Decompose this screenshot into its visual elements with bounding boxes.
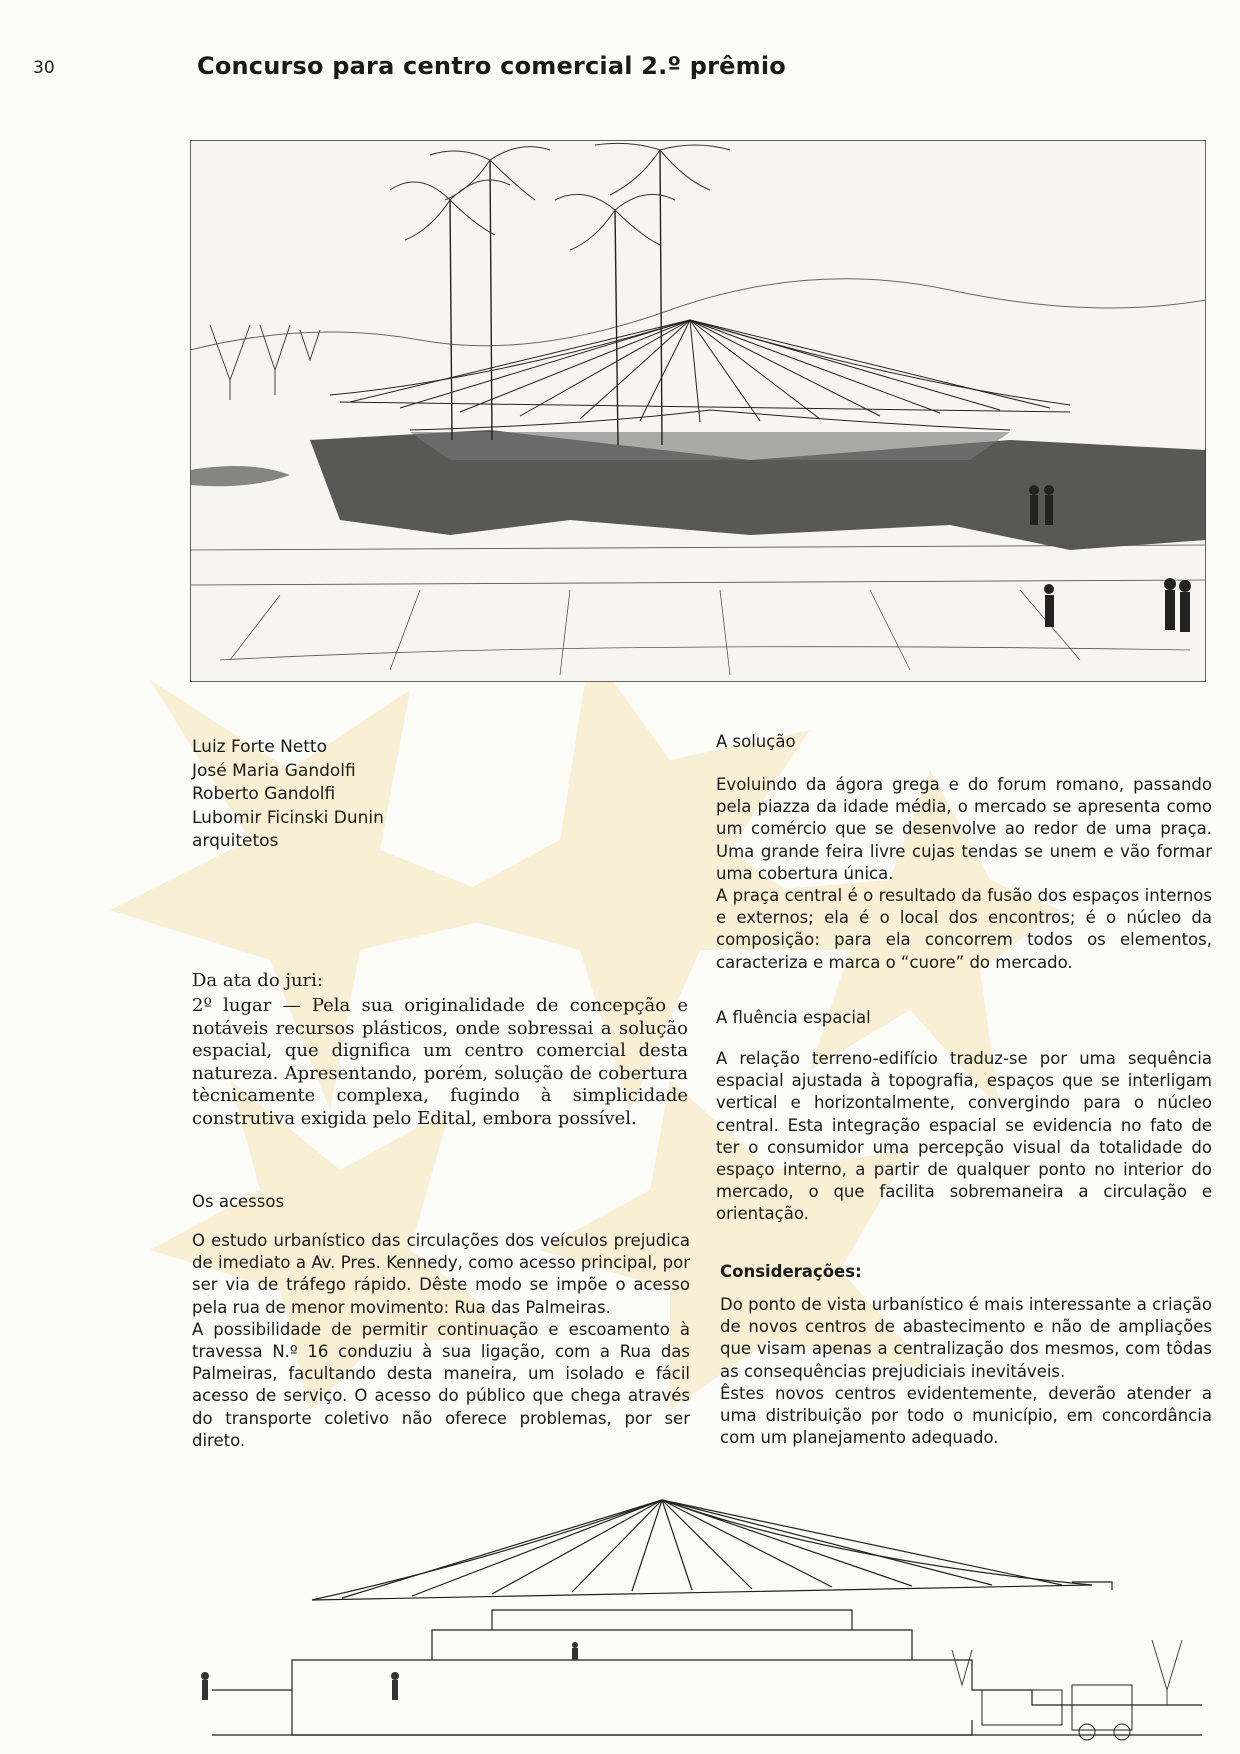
architect-name: Roberto Gandolfi — [192, 784, 336, 804]
architect-name: Lubomir Ficinski Dunin — [192, 807, 384, 828]
section-text-fluencia — [716, 1048, 1212, 1226]
jury-text: 2º lugar — Pela sua originalidade de concepção e notáveis recursos plásticos, onde sobressai a solução espacial, que dignifica um centro comercial desta natureza. Apresentando, porém, solução de cobertura tècnicamente complexa, fugindo à simplicidade construtiva exigida pelo Edital, embora possível. — [192, 995, 688, 1129]
architect-name: Luiz Forte Netto — [192, 737, 327, 757]
section-text-acessos — [192, 1230, 690, 1452]
paragraph: Êstes novos centros evidentemente, deverão atender a uma distribuição por todo o município, em concordância com um planejamento adequado. — [720, 1383, 1212, 1448]
perspective-drawing — [190, 140, 1206, 682]
section-heading-solucao: A solução — [716, 732, 796, 751]
section-text-consideracoes — [720, 1294, 1212, 1449]
section-heading-consideracoes: Considerações: — [720, 1262, 862, 1281]
page-title: Concurso para centro comercial 2.º prêmio — [197, 52, 786, 80]
paragraph: A relação terreno-edifício traduz-se por uma sequência espacial ajustada à topografia, espaços que se interligam vertical e horizontalmente, convergindo para o núcleo central. Esta integração espacial se evidencia no fato de ter o consumidor uma percepção visual da totalidade do espaço interno, a partir de qualquer ponto no interior do mercado, o que facilita sobremaneira a circulação e orientação. — [716, 1049, 1212, 1224]
section-text-solucao — [716, 774, 1212, 974]
section-heading-fluencia: A fluência espacial — [716, 1008, 871, 1027]
architect-name: José Maria Gandolfi — [192, 760, 356, 781]
section-drawing — [192, 1490, 1212, 1748]
architects-list — [192, 736, 384, 854]
paragraph: O estudo urbanístico das circulações dos veículos prejudica de imediato a Av. Pres. Kennedy, como acesso principal, por ser via de tráfego rápido. Dêste modo se impõe o acesso pela rua de menor movimento: Rua das Palmeiras. — [192, 1231, 690, 1317]
paragraph: A possibilidade de permitir continuação e escoamento à travessa N.º 16 conduziu à sua ligação, com a Rua das Palmeiras, facultando desta maneira, um isolado e fácil acesso de serviço. O acesso do público que chega através do transporte coletivo não oferece problemas, por ser direto. — [192, 1319, 690, 1450]
section-heading-acessos: Os acessos — [192, 1192, 285, 1211]
architects-label: arquitetos — [192, 831, 279, 851]
page-number: 30 — [33, 58, 55, 78]
paragraph: Evoluindo da ágora grega e do forum romano, passando pela piazza da idade média, o mercado se apresenta como um comércio que se desenvolve ao redor de uma praça. Uma grande feira livre cujas tendas se unem e vão formar uma cobertura única. — [716, 775, 1212, 883]
paragraph: Do ponto de vista urbanístico é mais interessante a criação de novos centros de abastecimento e não de ampliações que visam apenas a centralização dos mesmos, com tôdas as consequências prejudiciais inevitáveis. — [720, 1295, 1212, 1381]
jury-heading: Da ata do juri: — [192, 970, 323, 991]
paragraph: A praça central é o resultado da fusão dos espaços internos e externos; ela é o local dos encontros; é o núcleo da composição: para ela concorrem todos os elementos, caracteriza e marca o “cuore” do mercado. — [716, 886, 1212, 972]
